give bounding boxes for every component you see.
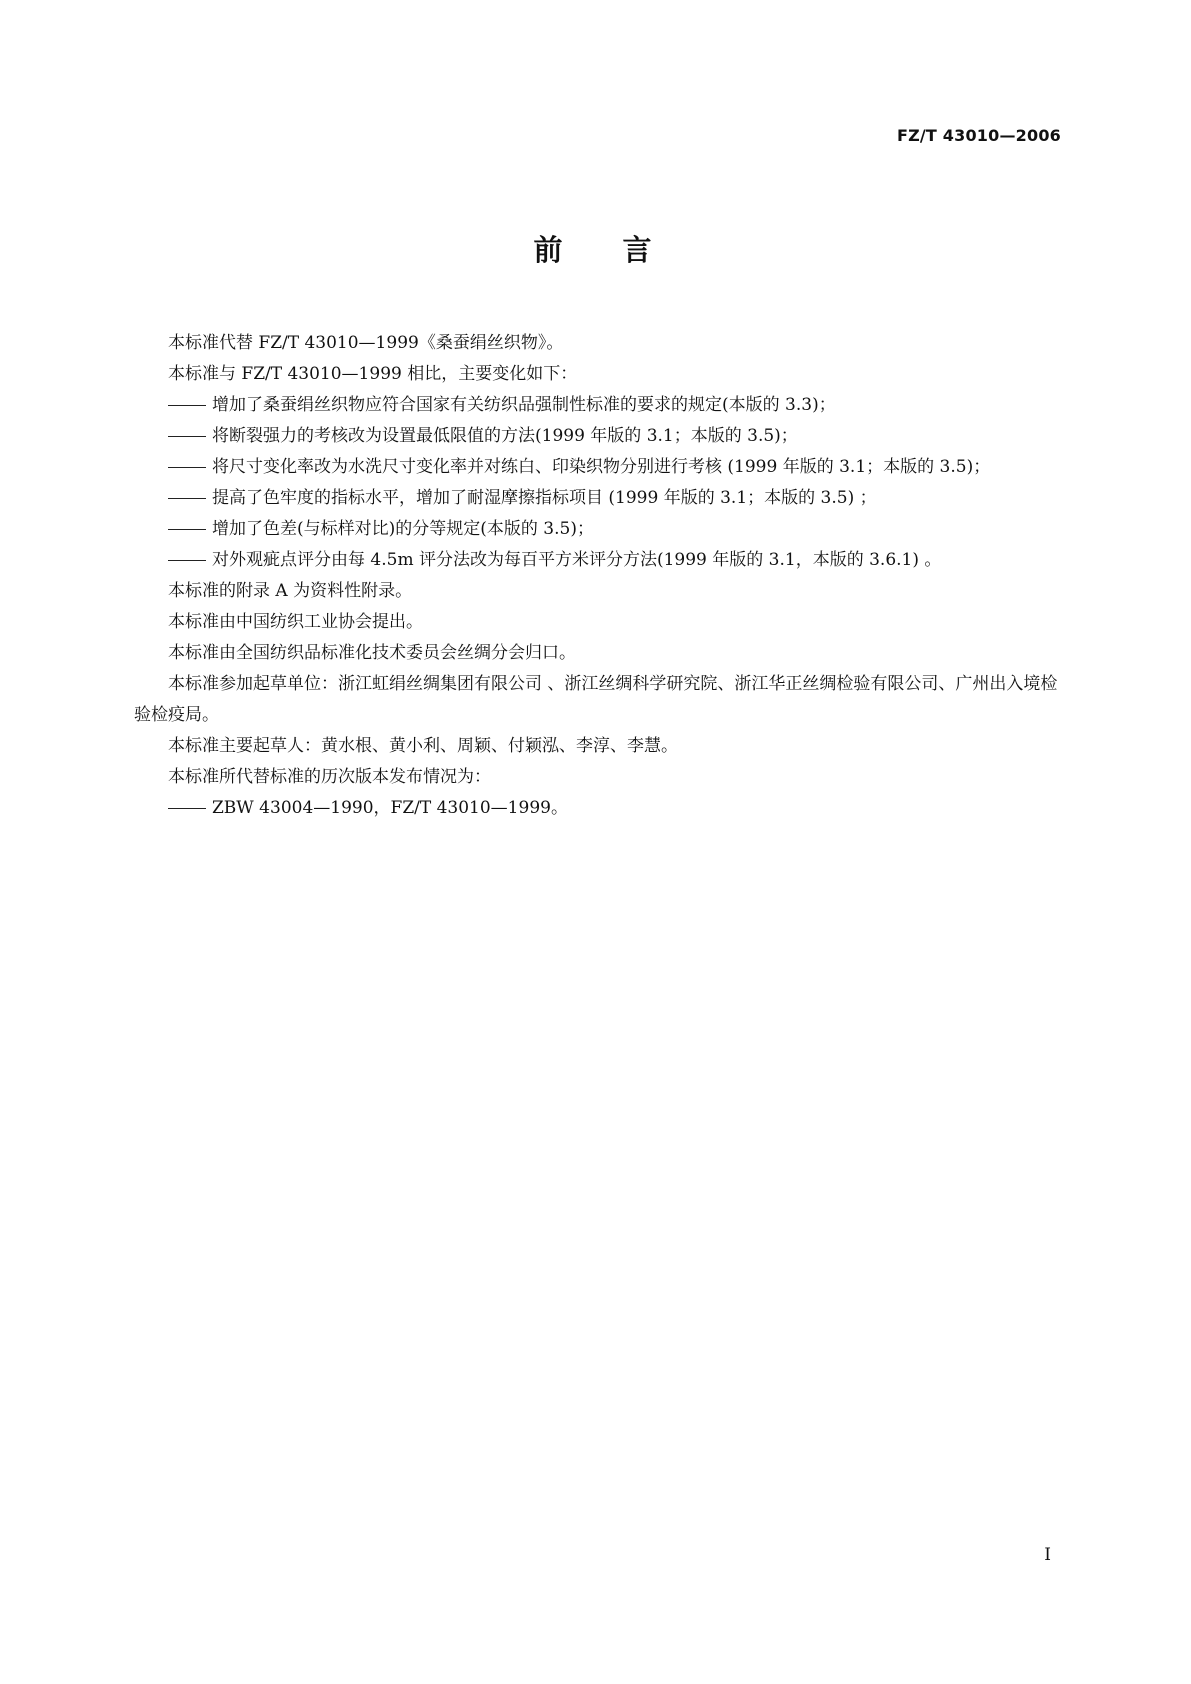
- change-item-text: 对外观疵点评分由每 4.5m 评分法改为每百平方米评分方法(1999 年版的 3.1，本版的 3.6.1) 。: [212, 550, 942, 570]
- change-item: [134, 421, 1064, 452]
- dash-mark: [168, 514, 212, 545]
- change-item: [134, 545, 1064, 576]
- paragraph-history-intro: 本标准所代替标准的历次版本发布情况为：: [168, 767, 491, 787]
- page-title: [0, 228, 1191, 269]
- dash-mark: [168, 452, 212, 483]
- change-item-text: 将尺寸变化率改为水洗尺寸变化率并对练白、印染织物分别进行考核 (1999 年版的 3.1；本版的 3.5)；: [212, 457, 991, 477]
- paragraph-drafters: 本标准主要起草人：黄水根、黄小利、周颖、付颖泓、李淳、李慧。: [168, 736, 678, 756]
- dash-mark: [168, 545, 212, 576]
- paragraph-appendix: 本标准的附录 A 为资料性附录。: [168, 581, 413, 601]
- paragraph-committee: 本标准由全国纺织品标准化技术委员会丝绸分会归口。: [168, 643, 576, 663]
- change-item-text: 提高了色牢度的指标水平，增加了耐湿摩擦指标项目 (1999 年版的 3.1；本版的 3.5) ；: [212, 488, 877, 508]
- paragraph-drafting-units: 本标准参加起草单位：浙江虹绢丝绸集团有限公司 、浙江丝绸科学研究院、浙江华正丝绸检验有限公司、广州出入境检验检疫局。: [134, 674, 1058, 725]
- paragraph-replaces: 本标准代替 FZ/T 43010—1999《桑蚕绢丝织物》。: [168, 333, 564, 353]
- history-item-text: ZBW 43004—1990，FZ/T 43010—1999。: [212, 798, 568, 818]
- dash-mark: [168, 390, 212, 421]
- foreword-body: [134, 328, 1064, 824]
- history-item: [134, 793, 1064, 824]
- change-item: [134, 483, 1064, 514]
- title-char-1: 前: [533, 233, 569, 267]
- change-item-text: 将断裂强力的考核改为设置最低限值的方法(1999 年版的 3.1；本版的 3.5)；: [212, 426, 798, 446]
- title-char-2: 言: [622, 233, 658, 267]
- change-item-text: 增加了桑蚕绢丝织物应符合国家有关纺织品强制性标准的要求的规定(本版的 3.3)；: [212, 395, 836, 415]
- page-number: I: [1044, 1545, 1051, 1565]
- paragraph-proposer: 本标准由中国纺织工业协会提出。: [168, 612, 423, 632]
- paragraph-changes-intro: 本标准与 FZ/T 43010—1999 相比，主要变化如下：: [168, 364, 578, 384]
- change-item: [134, 390, 1064, 421]
- dash-mark: [168, 421, 212, 452]
- change-item: [134, 514, 1064, 545]
- dash-mark: [168, 483, 212, 514]
- change-item-text: 增加了色差(与标样对比)的分等规定(本版的 3.5)；: [212, 519, 594, 539]
- standard-code-header: FZ/T 43010—2006: [896, 126, 1061, 145]
- dash-mark: [168, 793, 212, 824]
- change-item: [134, 452, 1064, 483]
